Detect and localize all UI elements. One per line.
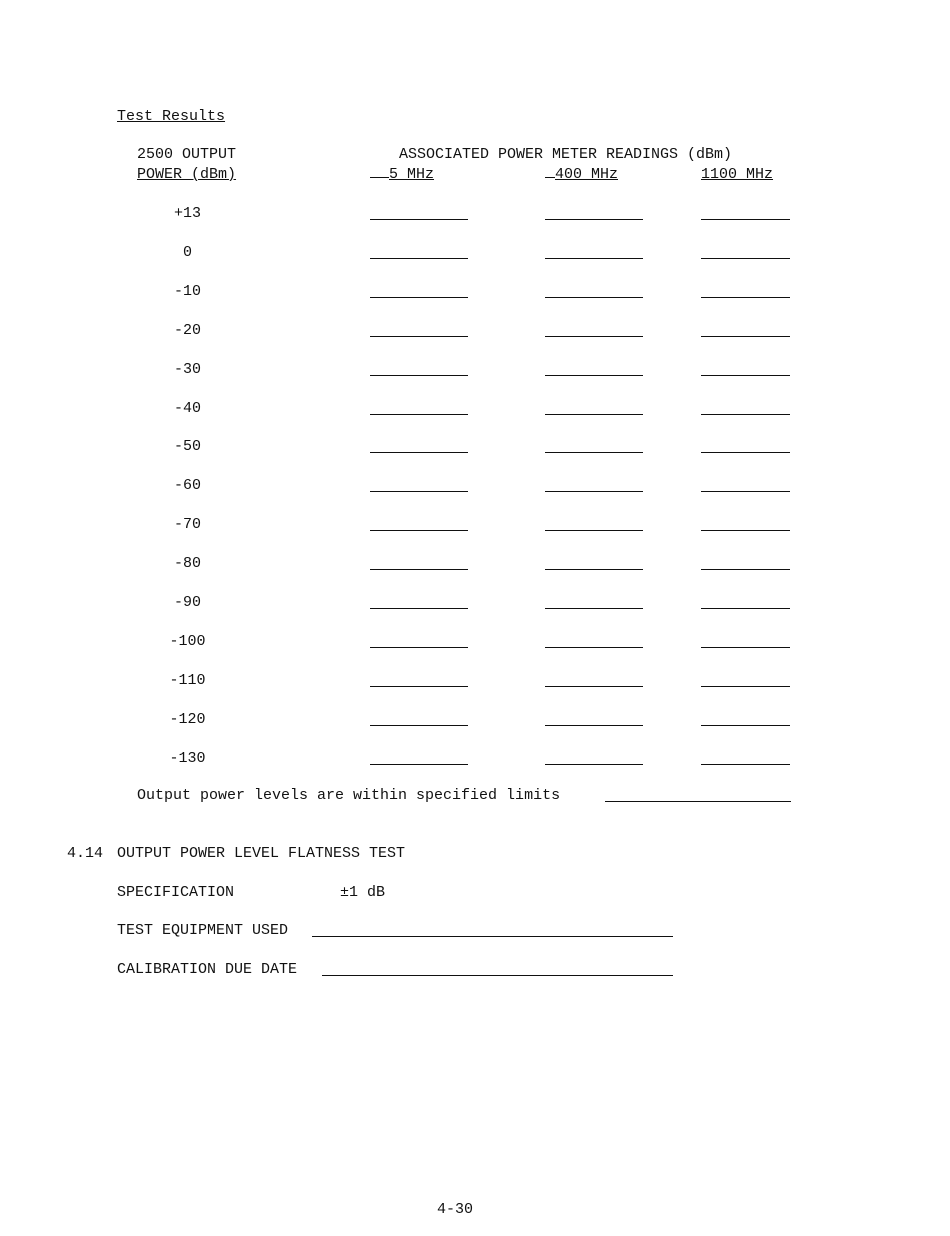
- reading-blank-400mhz[interactable]: [545, 452, 643, 453]
- power-level-label: 0: [182, 244, 192, 261]
- reading-blank-5mhz[interactable]: [370, 375, 468, 376]
- power-level-label: -10: [173, 283, 201, 300]
- reading-blank-400mhz[interactable]: [545, 569, 643, 570]
- reading-blank-1100mhz[interactable]: [701, 258, 790, 259]
- reading-blank-5mhz[interactable]: [370, 530, 468, 531]
- reading-blank-400mhz[interactable]: [545, 725, 643, 726]
- equipment-label: TEST EQUIPMENT USED: [117, 922, 289, 939]
- reading-blank-1100mhz[interactable]: [701, 491, 790, 492]
- page-number: 4-30: [437, 1201, 474, 1218]
- power-level-label: -60: [173, 477, 201, 494]
- spec-label: SPECIFICATION: [117, 884, 235, 901]
- power-level-label: -110: [169, 672, 206, 689]
- calibration-label: CALIBRATION DUE DATE: [117, 961, 298, 978]
- reading-blank-400mhz[interactable]: [545, 764, 643, 765]
- reading-blank-5mhz[interactable]: [370, 608, 468, 609]
- reading-blank-5mhz[interactable]: [370, 647, 468, 648]
- equipment-blank[interactable]: [312, 936, 673, 937]
- reading-blank-400mhz[interactable]: [545, 491, 643, 492]
- reading-blank-5mhz[interactable]: [370, 686, 468, 687]
- freq-header-400mhz: 400 MHz: [545, 166, 618, 184]
- reading-blank-400mhz[interactable]: [545, 258, 643, 259]
- reading-blank-5mhz[interactable]: [370, 764, 468, 765]
- reading-blank-400mhz[interactable]: [545, 530, 643, 531]
- section-heading: OUTPUT POWER LEVEL FLATNESS TEST: [117, 845, 406, 862]
- reading-blank-400mhz[interactable]: [545, 647, 643, 648]
- reading-blank-400mhz[interactable]: [545, 297, 643, 298]
- reading-blank-1100mhz[interactable]: [701, 336, 790, 337]
- reading-blank-1100mhz[interactable]: [701, 530, 790, 531]
- reading-blank-400mhz[interactable]: [545, 414, 643, 415]
- reading-blank-5mhz[interactable]: [370, 414, 468, 415]
- within-limits-blank[interactable]: [605, 801, 791, 802]
- power-level-label: -80: [173, 555, 201, 572]
- section-number: 4.14: [67, 845, 104, 862]
- reading-blank-1100mhz[interactable]: [701, 452, 790, 453]
- reading-blank-400mhz[interactable]: [545, 608, 643, 609]
- power-level-label: -90: [173, 594, 201, 611]
- section-title: Test Results: [117, 108, 226, 125]
- reading-blank-400mhz[interactable]: [545, 686, 643, 687]
- reading-blank-1100mhz[interactable]: [701, 725, 790, 726]
- readings-group-header: ASSOCIATED POWER METER READINGS (dBm): [399, 146, 733, 163]
- power-level-label: +13: [173, 205, 201, 222]
- power-column-header-line1: 2500 OUTPUT: [137, 146, 237, 163]
- reading-blank-1100mhz[interactable]: [701, 569, 790, 570]
- reading-blank-1100mhz[interactable]: [701, 375, 790, 376]
- reading-blank-5mhz[interactable]: [370, 452, 468, 453]
- reading-blank-5mhz[interactable]: [370, 725, 468, 726]
- reading-blank-1100mhz[interactable]: [701, 414, 790, 415]
- power-level-label: -70: [173, 516, 201, 533]
- reading-blank-1100mhz[interactable]: [701, 647, 790, 648]
- spec-value: ±1 dB: [340, 884, 386, 901]
- freq-header-1100mhz: 1100 MHz: [701, 166, 774, 183]
- reading-blank-5mhz[interactable]: [370, 336, 468, 337]
- reading-blank-400mhz[interactable]: [545, 336, 643, 337]
- reading-blank-5mhz[interactable]: [370, 219, 468, 220]
- reading-blank-1100mhz[interactable]: [701, 297, 790, 298]
- power-column-header-line2: POWER (dBm): [137, 166, 237, 183]
- power-level-label: -100: [169, 633, 206, 650]
- reading-blank-1100mhz[interactable]: [701, 686, 790, 687]
- reading-blank-1100mhz[interactable]: [701, 764, 790, 765]
- power-level-label: -50: [173, 438, 201, 455]
- freq-header-5mhz: 5 MHz: [370, 166, 434, 184]
- power-level-label: -20: [173, 322, 201, 339]
- reading-blank-1100mhz[interactable]: [701, 608, 790, 609]
- within-limits-label: Output power levels are within specified limits: [137, 787, 561, 804]
- power-level-label: -130: [169, 750, 206, 767]
- reading-blank-400mhz[interactable]: [545, 375, 643, 376]
- reading-blank-5mhz[interactable]: [370, 297, 468, 298]
- reading-blank-400mhz[interactable]: [545, 219, 643, 220]
- power-level-label: -120: [169, 711, 206, 728]
- reading-blank-5mhz[interactable]: [370, 491, 468, 492]
- power-level-label: -30: [173, 361, 201, 378]
- power-level-label: -40: [173, 400, 201, 417]
- reading-blank-5mhz[interactable]: [370, 258, 468, 259]
- calibration-blank[interactable]: [322, 975, 673, 976]
- reading-blank-5mhz[interactable]: [370, 569, 468, 570]
- reading-blank-1100mhz[interactable]: [701, 219, 790, 220]
